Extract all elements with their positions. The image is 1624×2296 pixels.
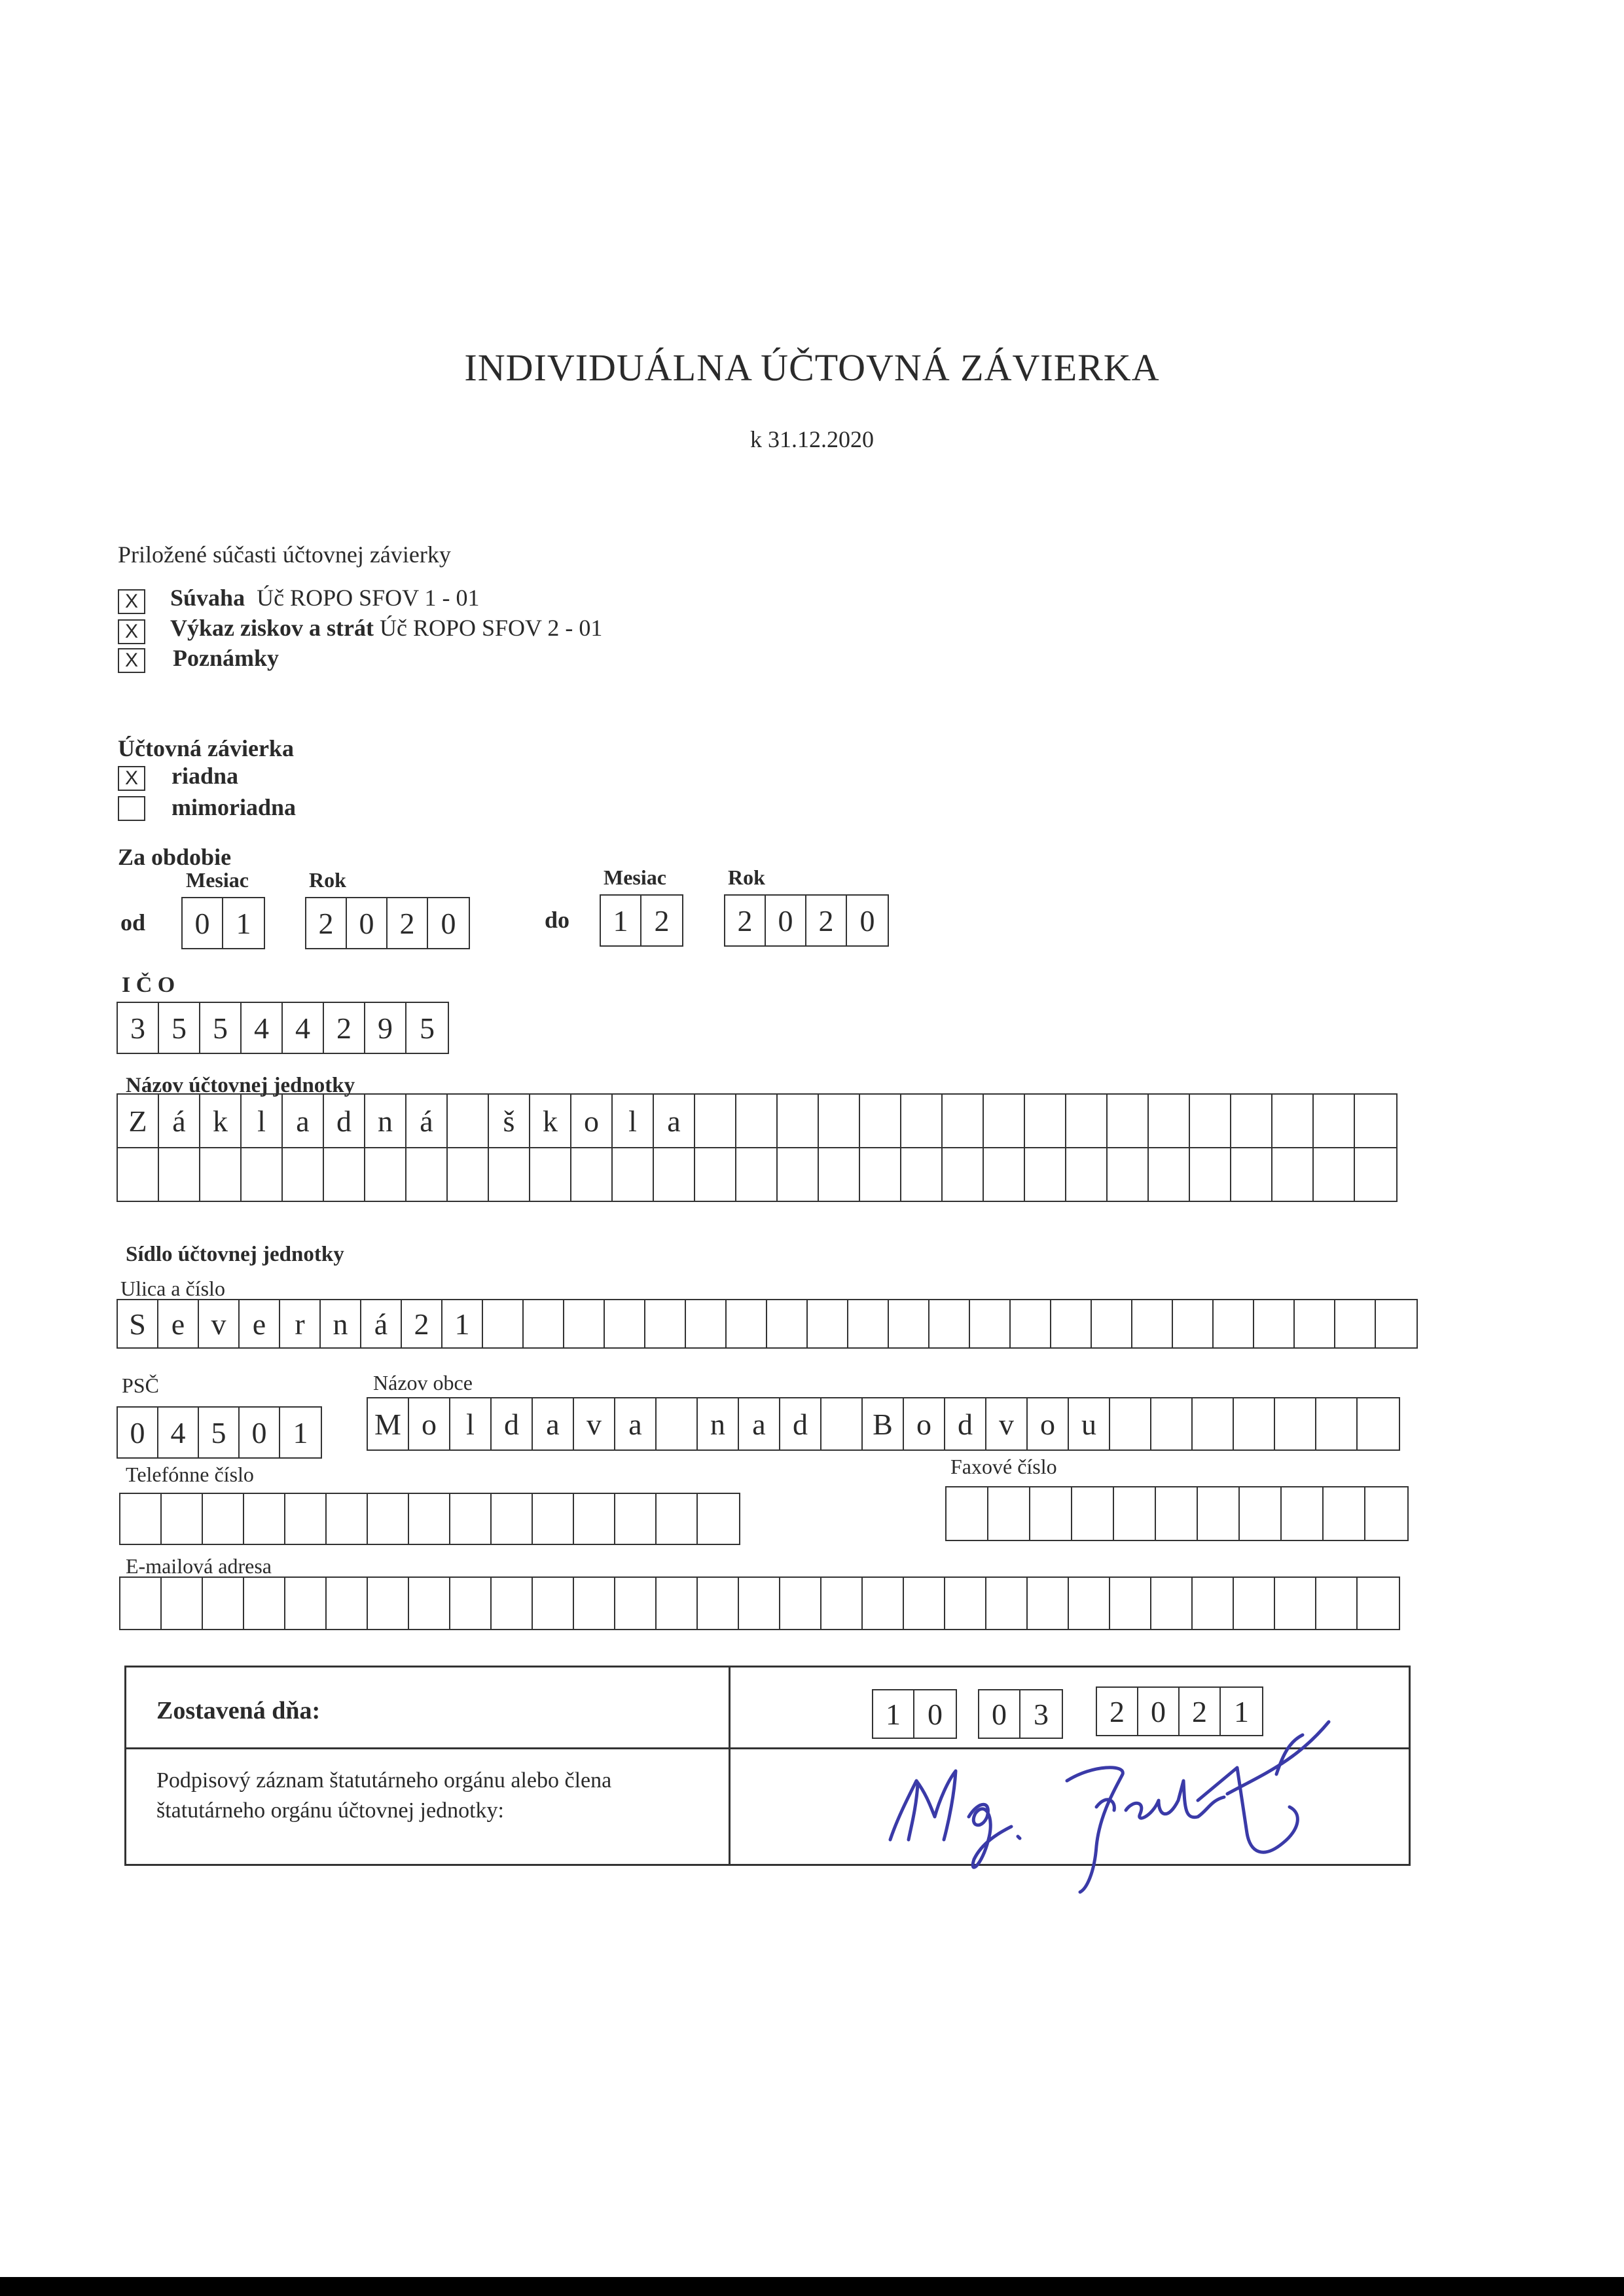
char-box[interactable] <box>448 1095 489 1147</box>
char-box[interactable]: 2 <box>306 898 347 948</box>
char-box[interactable] <box>1069 1578 1110 1629</box>
char-box[interactable] <box>698 1578 739 1629</box>
char-box[interactable]: a <box>533 1398 574 1449</box>
char-box[interactable] <box>285 1578 327 1629</box>
char-box[interactable]: 4 <box>283 1003 324 1053</box>
char-box[interactable]: 0 <box>118 1408 158 1457</box>
char-box[interactable]: u <box>1069 1398 1110 1449</box>
char-box[interactable] <box>120 1578 162 1629</box>
char-box[interactable]: 2 <box>1180 1688 1221 1735</box>
char-box[interactable] <box>448 1148 489 1201</box>
option-mimoriadna: mimoriadna <box>171 794 297 820</box>
char-box[interactable] <box>492 1494 533 1544</box>
char-box[interactable] <box>808 1300 848 1347</box>
compiled-label: Zostavená dňa: <box>156 1697 321 1724</box>
checkbox-poznamky[interactable]: X <box>118 648 145 673</box>
type-heading: Účtovná závierka <box>118 735 294 761</box>
char-box[interactable] <box>1314 1148 1355 1201</box>
from-year-label: Rok <box>309 868 346 892</box>
char-box[interactable] <box>943 1095 984 1147</box>
char-box[interactable]: v <box>199 1300 240 1347</box>
char-box[interactable] <box>162 1494 203 1544</box>
char-box[interactable]: 1 <box>293 1415 308 1449</box>
char-box[interactable] <box>324 1148 365 1201</box>
char-box[interactable]: 5 <box>420 1011 435 1045</box>
char-box[interactable] <box>695 1095 736 1147</box>
char-box[interactable]: 5 <box>199 1408 240 1457</box>
char-box[interactable] <box>1149 1095 1190 1147</box>
email-label: E-mailová adresa <box>126 1554 272 1578</box>
char-box[interactable]: d <box>492 1398 533 1449</box>
box-row <box>118 1095 1396 1147</box>
street-label: Ulica a číslo <box>120 1277 225 1300</box>
char-box[interactable] <box>1254 1300 1295 1347</box>
char-box[interactable] <box>613 1148 654 1201</box>
char-box[interactable] <box>483 1300 524 1347</box>
char-box[interactable]: a <box>654 1095 695 1147</box>
char-box[interactable] <box>327 1578 368 1629</box>
city-boxes[interactable] <box>367 1397 1400 1451</box>
char-box[interactable]: d <box>945 1398 986 1449</box>
char-box[interactable] <box>988 1487 1030 1540</box>
char-box[interactable] <box>736 1095 778 1147</box>
char-box[interactable] <box>1092 1300 1132 1347</box>
char-box[interactable] <box>1190 1095 1231 1147</box>
char-box[interactable]: o <box>571 1095 613 1147</box>
psc-boxes[interactable] <box>117 1406 322 1459</box>
email-boxes[interactable] <box>119 1576 1400 1630</box>
char-box[interactable]: 5 <box>159 1003 200 1053</box>
char-box[interactable] <box>574 1494 615 1544</box>
char-box[interactable] <box>778 1148 819 1201</box>
street-boxes[interactable] <box>117 1299 1418 1349</box>
char-box[interactable] <box>1151 1398 1193 1449</box>
char-box[interactable] <box>406 1148 448 1201</box>
char-box[interactable] <box>778 1095 819 1147</box>
char-box[interactable]: 2 <box>402 1300 442 1347</box>
char-box[interactable]: o <box>1028 1398 1069 1449</box>
char-box[interactable] <box>1066 1148 1108 1201</box>
char-box[interactable]: v <box>986 1398 1028 1449</box>
char-box[interactable] <box>727 1300 767 1347</box>
char-box[interactable]: o <box>904 1398 945 1449</box>
ico-boxes[interactable] <box>117 1002 449 1054</box>
char-box[interactable]: 1 <box>442 1300 483 1347</box>
char-box[interactable] <box>1114 1487 1156 1540</box>
char-box[interactable]: 0 <box>441 906 456 940</box>
from-year-boxes[interactable] <box>305 897 470 949</box>
char-box[interactable] <box>1108 1148 1149 1201</box>
char-box[interactable]: a <box>283 1095 324 1147</box>
char-box[interactable] <box>1110 1578 1151 1629</box>
char-box[interactable]: a <box>615 1398 657 1449</box>
char-box[interactable] <box>1028 1578 1069 1629</box>
char-box[interactable] <box>889 1300 929 1347</box>
char-box[interactable]: o <box>409 1398 450 1449</box>
component-name: Výkaz ziskov a strát <box>170 615 374 641</box>
char-box[interactable] <box>365 1148 406 1201</box>
char-box[interactable]: l <box>242 1095 283 1147</box>
char-box[interactable]: 1 <box>1234 1694 1249 1728</box>
char-box[interactable] <box>1282 1487 1324 1540</box>
char-box[interactable] <box>574 1578 615 1629</box>
char-box[interactable] <box>739 1578 780 1629</box>
char-box[interactable] <box>571 1148 613 1201</box>
fax-label: Faxové číslo <box>950 1455 1057 1478</box>
checkbox-mimoriadna[interactable] <box>118 796 145 821</box>
char-box[interactable] <box>1025 1148 1066 1201</box>
char-box[interactable] <box>409 1578 450 1629</box>
char-box[interactable] <box>533 1494 574 1544</box>
table-divider-v <box>729 1667 731 1864</box>
char-box[interactable]: 0 <box>859 903 875 938</box>
char-box[interactable]: 2 <box>654 903 670 938</box>
char-box[interactable] <box>1234 1578 1275 1629</box>
char-box[interactable] <box>1358 1398 1399 1449</box>
ico-label: I Č O <box>122 973 175 997</box>
period-heading: Za obdobie <box>118 844 232 870</box>
char-box[interactable] <box>1376 1300 1416 1347</box>
char-box[interactable] <box>657 1578 698 1629</box>
char-box[interactable]: M <box>368 1398 409 1449</box>
char-box[interactable] <box>686 1300 727 1347</box>
char-box[interactable] <box>615 1578 657 1629</box>
component-name-poznamky: Poznámky <box>173 645 279 671</box>
char-box[interactable]: š <box>489 1095 530 1147</box>
char-box[interactable] <box>1072 1487 1114 1540</box>
char-box[interactable] <box>947 1487 988 1540</box>
char-box[interactable] <box>200 1148 242 1201</box>
entity-name-label: Názov účtovnej jednotky <box>126 1074 355 1097</box>
char-box[interactable] <box>736 1148 778 1201</box>
char-box[interactable] <box>203 1578 244 1629</box>
char-box[interactable] <box>1132 1300 1173 1347</box>
fax-boxes[interactable] <box>945 1486 1409 1541</box>
char-box[interactable]: 0 <box>183 898 223 948</box>
char-box[interactable] <box>821 1578 863 1629</box>
entity-name-boxes[interactable] <box>117 1093 1398 1202</box>
char-box[interactable] <box>1030 1487 1072 1540</box>
char-box[interactable] <box>1110 1398 1151 1449</box>
char-box[interactable] <box>159 1148 200 1201</box>
char-box[interactable] <box>970 1300 1011 1347</box>
to-year-boxes[interactable] <box>724 894 889 947</box>
char-box[interactable]: á <box>361 1300 402 1347</box>
char-box[interactable] <box>285 1494 327 1544</box>
city-label: Názov obce <box>373 1371 473 1394</box>
component-name: Súvaha <box>170 585 245 611</box>
char-box[interactable] <box>1156 1487 1198 1540</box>
char-box[interactable]: 1 <box>873 1690 914 1738</box>
char-box[interactable]: 2 <box>324 1003 365 1053</box>
char-box[interactable]: 4 <box>158 1408 199 1457</box>
char-box[interactable]: á <box>406 1095 448 1147</box>
char-box[interactable]: r <box>280 1300 321 1347</box>
char-box[interactable] <box>860 1095 901 1147</box>
char-box[interactable] <box>1231 1148 1272 1201</box>
char-box[interactable] <box>1173 1300 1214 1347</box>
char-box[interactable]: 2 <box>725 896 766 945</box>
char-box[interactable]: 9 <box>365 1003 406 1053</box>
char-box[interactable] <box>615 1494 657 1544</box>
option-riadna: riadna <box>171 763 239 789</box>
char-box[interactable] <box>524 1300 564 1347</box>
char-box[interactable] <box>1365 1487 1407 1540</box>
checkbox-suvaha[interactable]: X <box>118 589 145 614</box>
char-box[interactable]: 0 <box>928 1697 943 1731</box>
char-box[interactable] <box>657 1494 698 1544</box>
char-box[interactable] <box>120 1494 162 1544</box>
char-box[interactable] <box>695 1148 736 1201</box>
char-box[interactable] <box>767 1300 808 1347</box>
char-box[interactable]: B <box>863 1398 904 1449</box>
char-box[interactable] <box>863 1578 904 1629</box>
char-box[interactable] <box>1355 1148 1396 1201</box>
char-box[interactable]: á <box>159 1095 200 1147</box>
char-box[interactable] <box>1066 1095 1108 1147</box>
char-box[interactable]: 0 <box>347 898 388 948</box>
char-box[interactable] <box>819 1095 860 1147</box>
components-heading: Priložené súčasti účtovnej závierky <box>118 541 451 568</box>
char-box[interactable] <box>1240 1487 1282 1540</box>
char-box[interactable]: 2 <box>388 898 428 948</box>
char-box[interactable] <box>1335 1300 1376 1347</box>
char-box[interactable] <box>698 1494 739 1544</box>
phone-label: Telefónne číslo <box>126 1463 254 1486</box>
char-box[interactable]: n <box>365 1095 406 1147</box>
char-box[interactable] <box>904 1578 945 1629</box>
char-box[interactable]: k <box>200 1095 242 1147</box>
char-box[interactable] <box>533 1578 574 1629</box>
char-box[interactable]: l <box>613 1095 654 1147</box>
checkbox-riadna[interactable]: X <box>118 766 145 791</box>
char-box[interactable]: 0 <box>240 1408 280 1457</box>
char-box[interactable] <box>1198 1487 1240 1540</box>
psc-label: PSČ <box>122 1374 159 1397</box>
char-box[interactable] <box>901 1148 943 1201</box>
char-box[interactable] <box>1272 1095 1314 1147</box>
char-box[interactable] <box>945 1578 986 1629</box>
char-box[interactable] <box>489 1148 530 1201</box>
char-box[interactable] <box>1275 1398 1316 1449</box>
char-box[interactable] <box>1051 1300 1092 1347</box>
char-box[interactable]: 0 <box>1138 1688 1180 1735</box>
char-box[interactable] <box>1193 1578 1234 1629</box>
document-title: INDIVIDUÁLNA ÚČTOVNÁ ZÁVIERKA <box>464 346 1160 389</box>
char-box[interactable]: 0 <box>766 896 806 945</box>
char-box[interactable] <box>1358 1578 1399 1629</box>
char-box[interactable] <box>1272 1148 1314 1201</box>
char-box[interactable] <box>943 1148 984 1201</box>
phone-boxes[interactable] <box>119 1493 740 1545</box>
char-box[interactable] <box>929 1300 970 1347</box>
char-box[interactable] <box>848 1300 889 1347</box>
char-box[interactable] <box>1149 1148 1190 1201</box>
char-box[interactable]: 3 <box>1034 1697 1049 1731</box>
char-box[interactable] <box>450 1578 492 1629</box>
char-box[interactable] <box>1190 1148 1231 1201</box>
char-box[interactable] <box>118 1148 159 1201</box>
char-box[interactable] <box>901 1095 943 1147</box>
char-box[interactable] <box>1316 1578 1358 1629</box>
char-box[interactable] <box>409 1494 450 1544</box>
char-box[interactable] <box>1234 1398 1275 1449</box>
char-box[interactable]: e <box>240 1300 280 1347</box>
from-month-boxes[interactable] <box>181 897 265 949</box>
char-box[interactable]: 0 <box>979 1690 1020 1738</box>
char-box[interactable]: 5 <box>200 1003 242 1053</box>
char-box[interactable] <box>654 1148 695 1201</box>
scan-border <box>0 2277 1624 2296</box>
char-box[interactable] <box>368 1578 409 1629</box>
char-box[interactable]: l <box>450 1398 492 1449</box>
char-box[interactable]: 3 <box>118 1003 159 1053</box>
char-box[interactable]: e <box>158 1300 199 1347</box>
char-box[interactable] <box>986 1578 1028 1629</box>
char-box[interactable] <box>530 1148 571 1201</box>
char-box[interactable]: 1 <box>601 896 641 945</box>
char-box[interactable] <box>1011 1300 1051 1347</box>
char-box[interactable] <box>780 1578 821 1629</box>
handwritten-signature <box>871 1702 1342 1899</box>
component-detail: Úč ROPO SFOV 2 - 01 <box>379 615 603 641</box>
char-box[interactable] <box>450 1494 492 1544</box>
char-box[interactable]: 4 <box>242 1003 283 1053</box>
char-box[interactable] <box>984 1095 1025 1147</box>
char-box[interactable]: d <box>324 1095 365 1147</box>
to-month-boxes[interactable] <box>600 894 683 947</box>
char-box[interactable] <box>1316 1398 1358 1449</box>
char-box[interactable] <box>1151 1578 1193 1629</box>
to-label: do <box>545 907 570 933</box>
from-label: od <box>120 909 146 936</box>
char-box[interactable] <box>1193 1398 1234 1449</box>
char-box[interactable]: n <box>698 1398 739 1449</box>
char-box[interactable] <box>283 1148 324 1201</box>
char-box[interactable] <box>327 1494 368 1544</box>
char-box[interactable]: 2 <box>806 896 847 945</box>
date-line: k 31.12.2020 <box>750 426 874 452</box>
char-box[interactable] <box>1275 1578 1316 1629</box>
char-box[interactable]: 2 <box>1097 1688 1138 1735</box>
char-box[interactable]: v <box>574 1398 615 1449</box>
char-box[interactable]: k <box>530 1095 571 1147</box>
char-box[interactable]: d <box>780 1398 821 1449</box>
char-box[interactable] <box>1108 1095 1149 1147</box>
char-box[interactable] <box>1025 1095 1066 1147</box>
char-box[interactable] <box>1231 1095 1272 1147</box>
char-box[interactable] <box>242 1148 283 1201</box>
from-month-label: Mesiac <box>186 868 249 892</box>
component-item-vykaz <box>170 614 602 642</box>
char-box[interactable] <box>821 1398 863 1449</box>
char-box[interactable] <box>203 1494 244 1544</box>
char-box[interactable] <box>984 1148 1025 1201</box>
char-box[interactable]: n <box>321 1300 361 1347</box>
char-box[interactable] <box>1324 1487 1365 1540</box>
char-box[interactable] <box>1314 1095 1355 1147</box>
char-box[interactable]: S <box>118 1300 158 1347</box>
char-box[interactable] <box>1355 1095 1396 1147</box>
char-box[interactable] <box>605 1300 645 1347</box>
char-box[interactable] <box>244 1494 285 1544</box>
signature-label: Podpisový záznam štatutárneho orgánu alebo člena štatutárneho orgánu účtovnej jednotky: <box>156 1768 612 1823</box>
box-row <box>118 1147 1396 1201</box>
char-box[interactable] <box>1295 1300 1335 1347</box>
component-item-suvaha <box>170 584 479 611</box>
char-box[interactable] <box>645 1300 686 1347</box>
char-box[interactable] <box>564 1300 605 1347</box>
component-detail: Úč ROPO SFOV 1 - 01 <box>257 585 480 611</box>
checkbox-vykaz[interactable]: X <box>118 619 145 644</box>
char-box[interactable] <box>860 1148 901 1201</box>
char-box[interactable] <box>657 1398 698 1449</box>
to-year-label: Rok <box>728 866 765 889</box>
char-box[interactable]: Z <box>118 1095 159 1147</box>
char-box[interactable] <box>244 1578 285 1629</box>
char-box[interactable]: 1 <box>236 906 251 940</box>
char-box[interactable] <box>368 1494 409 1544</box>
char-box[interactable] <box>162 1578 203 1629</box>
char-box[interactable] <box>492 1578 533 1629</box>
address-heading: Sídlo účtovnej jednotky <box>126 1243 344 1266</box>
char-box[interactable]: a <box>739 1398 780 1449</box>
char-box[interactable] <box>1214 1300 1254 1347</box>
char-box[interactable] <box>819 1148 860 1201</box>
to-month-label: Mesiac <box>604 866 666 889</box>
